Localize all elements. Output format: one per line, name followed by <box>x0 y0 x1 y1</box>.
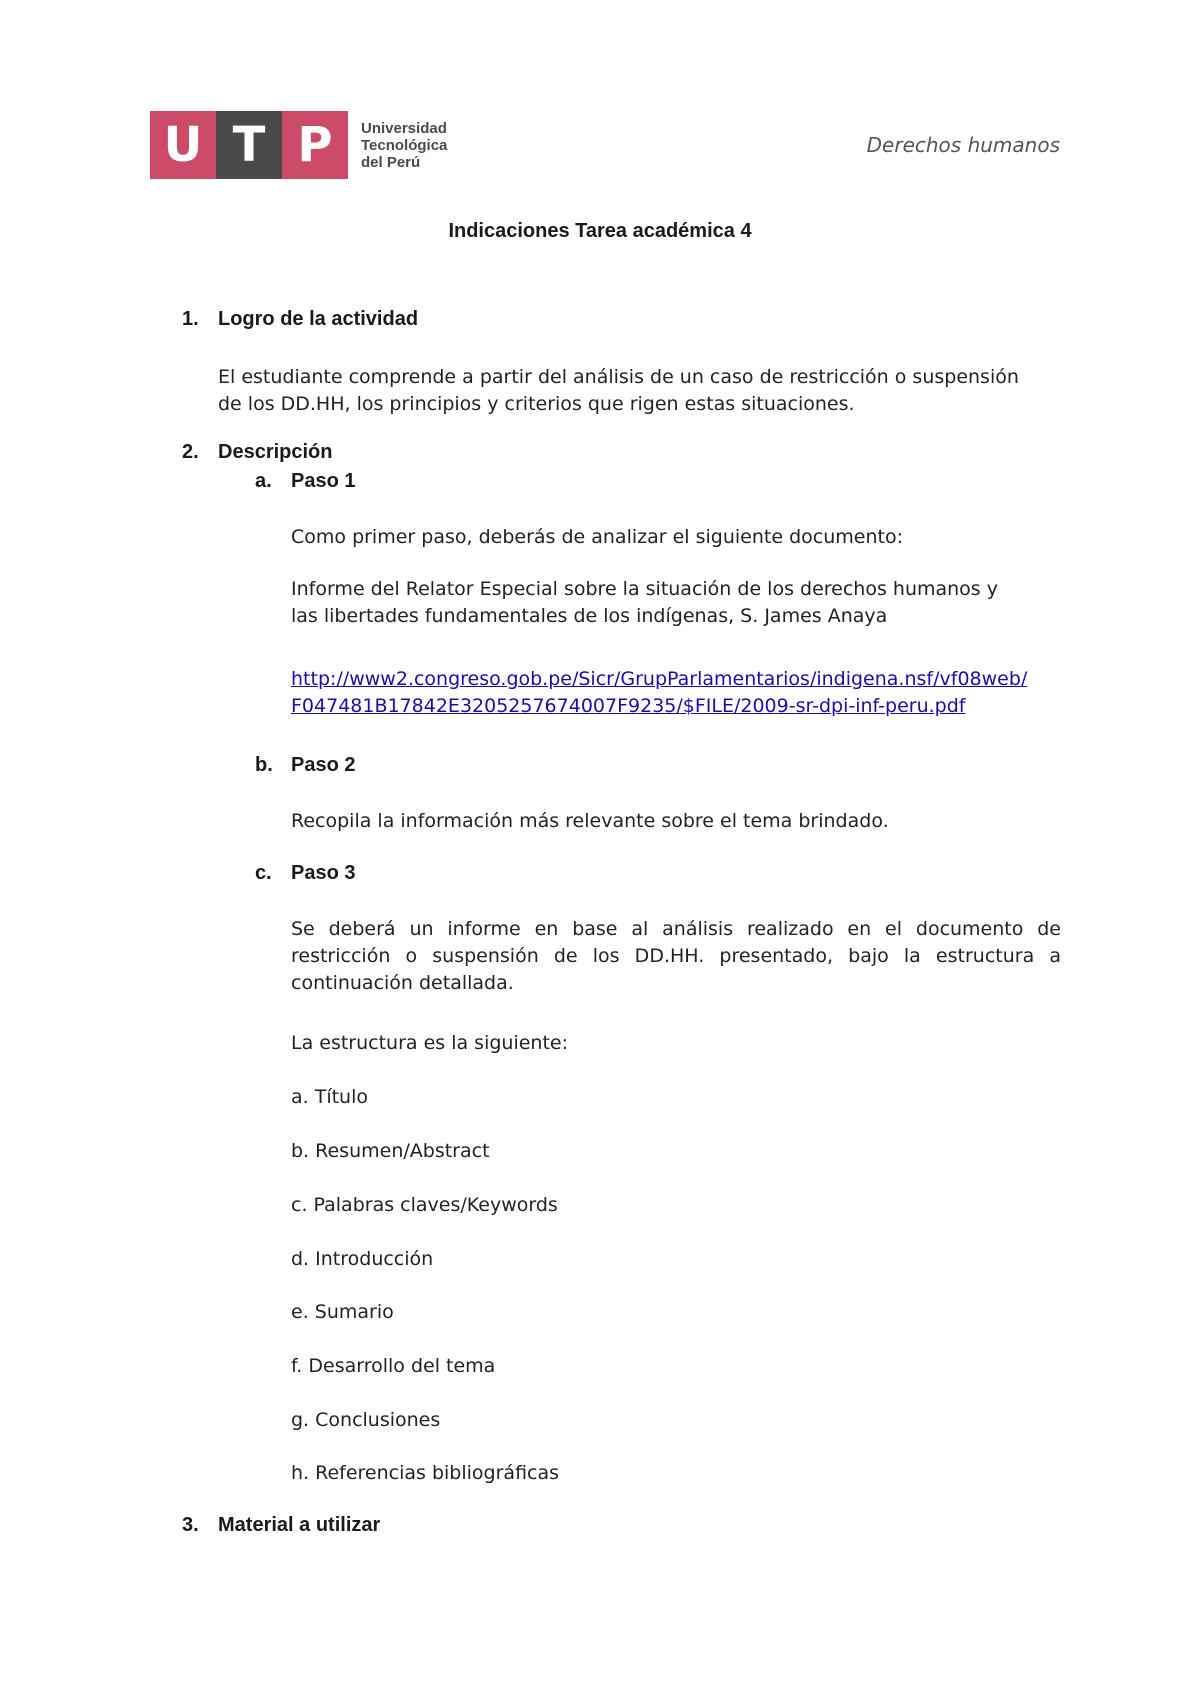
step-1-heading: a. Paso 1 <box>255 470 356 492</box>
document-url-line-1[interactable]: http://www2.congreso.gob.pe/Sicr/GrupParlamentarios/indigena.nsf/vf08web/ <box>291 668 1028 690</box>
structure-item: b. Resumen/Abstract <box>291 1140 490 1162</box>
utp-logo <box>150 111 447 179</box>
step-1-link[interactable] <box>291 666 1027 720</box>
structure-item: e. Sumario <box>291 1301 394 1323</box>
structure-item: d. Introducción <box>291 1248 434 1270</box>
section-3-heading: 3. Material a utilizar <box>182 1514 381 1536</box>
step-1-document-title: Informe del Relator Especial sobre la situación de los derechos humanos y las libertades fundamentales de los indígenas, S. James Anaya <box>291 578 998 627</box>
document-url-line-2[interactable]: F047481B17842E3205257674007F9235/$FILE/2009-sr-dpi-inf-peru.pdf <box>291 695 966 717</box>
step-1-intro: Como primer paso, deberás de analizar el siguiente documento: <box>291 526 903 548</box>
structure-item: a. Título <box>291 1086 369 1108</box>
step-2-heading: b. Paso 2 <box>255 754 356 776</box>
step-2-text: Recopila la información más relevante sobre el tema brindado. <box>291 810 889 832</box>
structure-intro: La estructura es la siguiente: <box>291 1032 569 1054</box>
structure-item: f. Desarrollo del tema <box>291 1355 496 1377</box>
section-1-heading: 1. Logro de la actividad <box>182 308 419 330</box>
structure-item: g. Conclusiones <box>291 1409 441 1431</box>
logo-letter-t: T <box>216 111 282 179</box>
section-1-text: El estudiante comprende a partir del análisis de un caso de restricción o suspensión de los DD.HH, los principios y criterios que rigen estas situaciones. <box>218 366 1019 415</box>
section-2-heading: 2. Descripción <box>182 441 333 463</box>
logo-letter-p: P <box>282 111 348 179</box>
structure-item: h. Referencias bibliográficas <box>291 1462 560 1484</box>
course-name: Derechos humanos <box>866 133 1060 157</box>
step-3-heading: c. Paso 3 <box>255 862 356 884</box>
logo-university-name: Universidad Tecnológica del Perú <box>361 119 448 171</box>
step-3-text: Se deberá un informe en base al análisis realizado en el documento de restricción o suspensión de los DD.HH. presentado, bajo la estructura a continuación detallada. <box>291 918 1061 994</box>
structure-item: c. Palabras claves/Keywords <box>291 1194 558 1216</box>
logo-letter-u: U <box>150 111 216 179</box>
document-title: Indicaciones Tarea académica 4 <box>448 220 752 242</box>
